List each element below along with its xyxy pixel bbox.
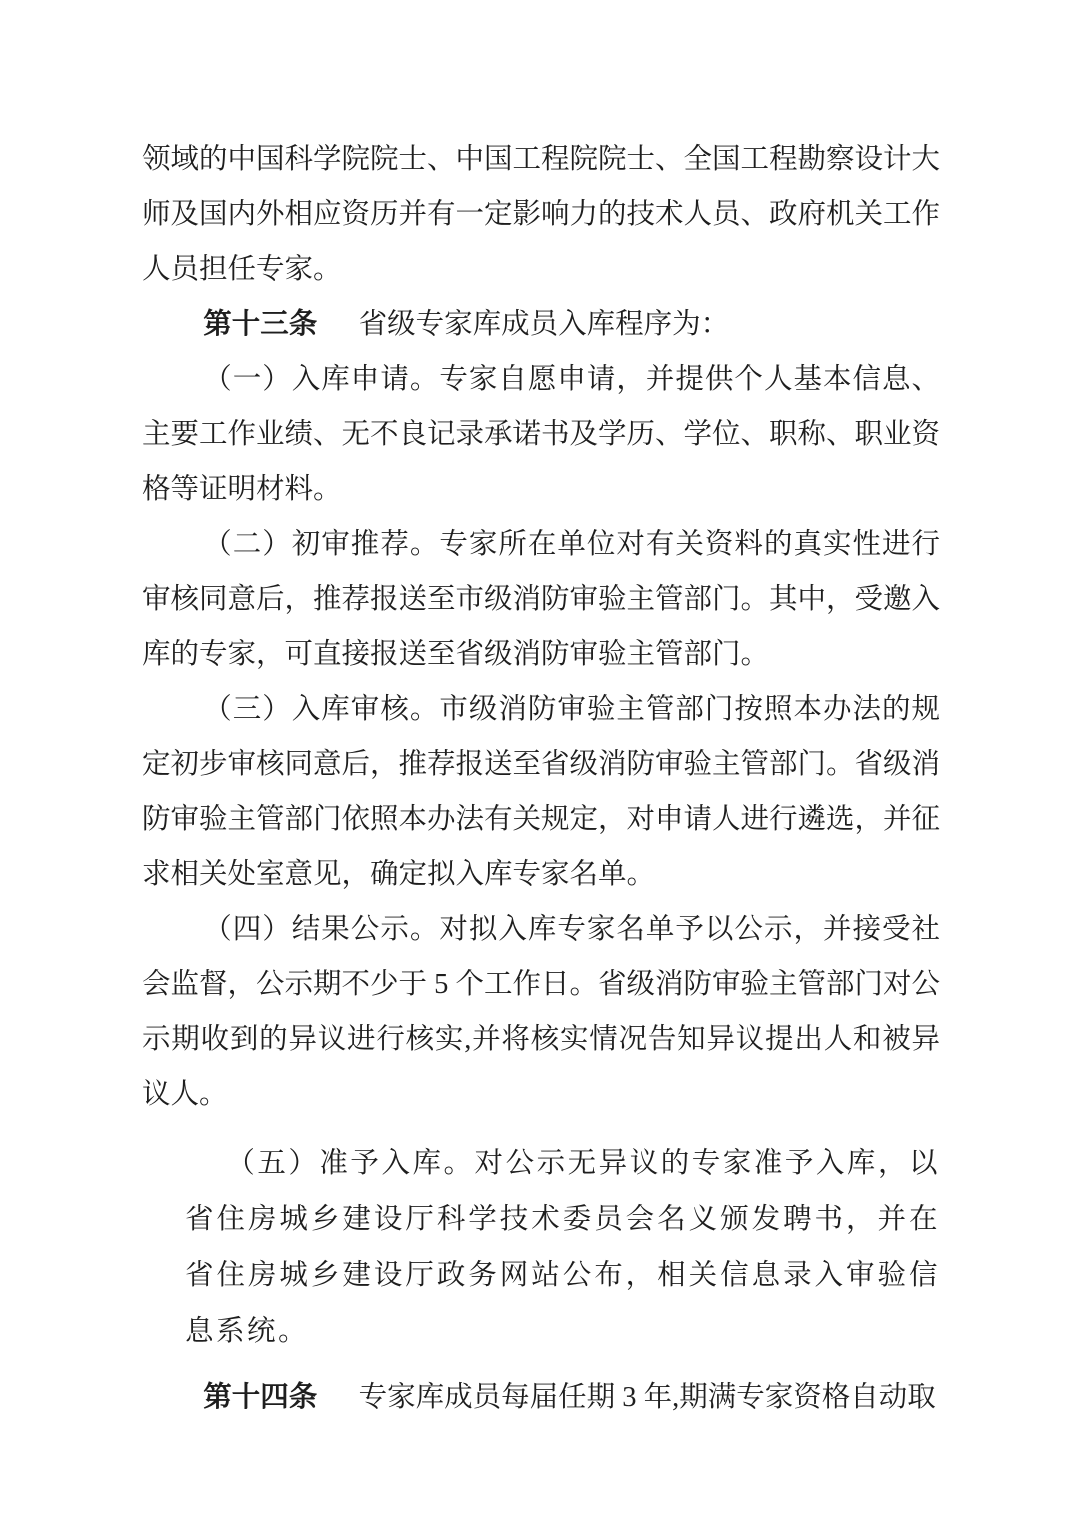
paragraph: （二）初审推荐。专家所在单位对有关资料的真实性进行审核同意后，推荐报送至市级消防审验主管部门。其中，受邀入库的专家，可直接报送至省级消防审验主管部门。 — [142, 529, 941, 670]
paragraph: （五）准予入库。对公示无异议的专家准予入库，以省住房城乡建设厅科学技术委员会名义颁发聘书，并在省住房城乡建设厅政务网站公布，相关信息录入审验信息系统。 — [185, 1148, 940, 1347]
paragraph: （三）入库审核。市级消防审验主管部门按照本办法的规定初步审核同意后，推荐报送至省级消防审验主管部门。省级消防审验主管部门依照本办法有关规定，对申请人进行遴选，并征求相关处室意见，确定拟入库专家名单。 — [142, 694, 941, 890]
paragraph: （一）入库申请。专家自愿申请，并提供个人基本信息、主要工作业绩、无不良记录承诺书及学历、学位、职称、职业资格等证明材料。 — [142, 364, 941, 505]
article-text: 省级专家库成员入库程序为： — [358, 309, 730, 340]
article-number: 第十四条 — [203, 1382, 318, 1413]
paragraph: 领域的中国科学院院士、中国工程院院士、全国工程勘察设计大师及国内外相应资历并有一定影响力的技术人员、政府机关工作人员担任专家。 — [142, 144, 941, 285]
article-paragraph — [142, 297, 940, 352]
paragraph: （四）结果公示。对拟入库专家名单予以公示，并接受社会监督，公示期不少于 5 个工作日。省级消防审验主管部门对公示期收到的异议进行核实,并将核实情况告知异议提出人和被异议人。 — [142, 914, 941, 1110]
document-content — [142, 132, 940, 1425]
article-paragraph — [142, 1370, 940, 1425]
article-text: 专家库成员每届任期 3 年,期满专家资格自动取 — [358, 1382, 936, 1413]
article-number: 第十三条 — [203, 309, 318, 340]
